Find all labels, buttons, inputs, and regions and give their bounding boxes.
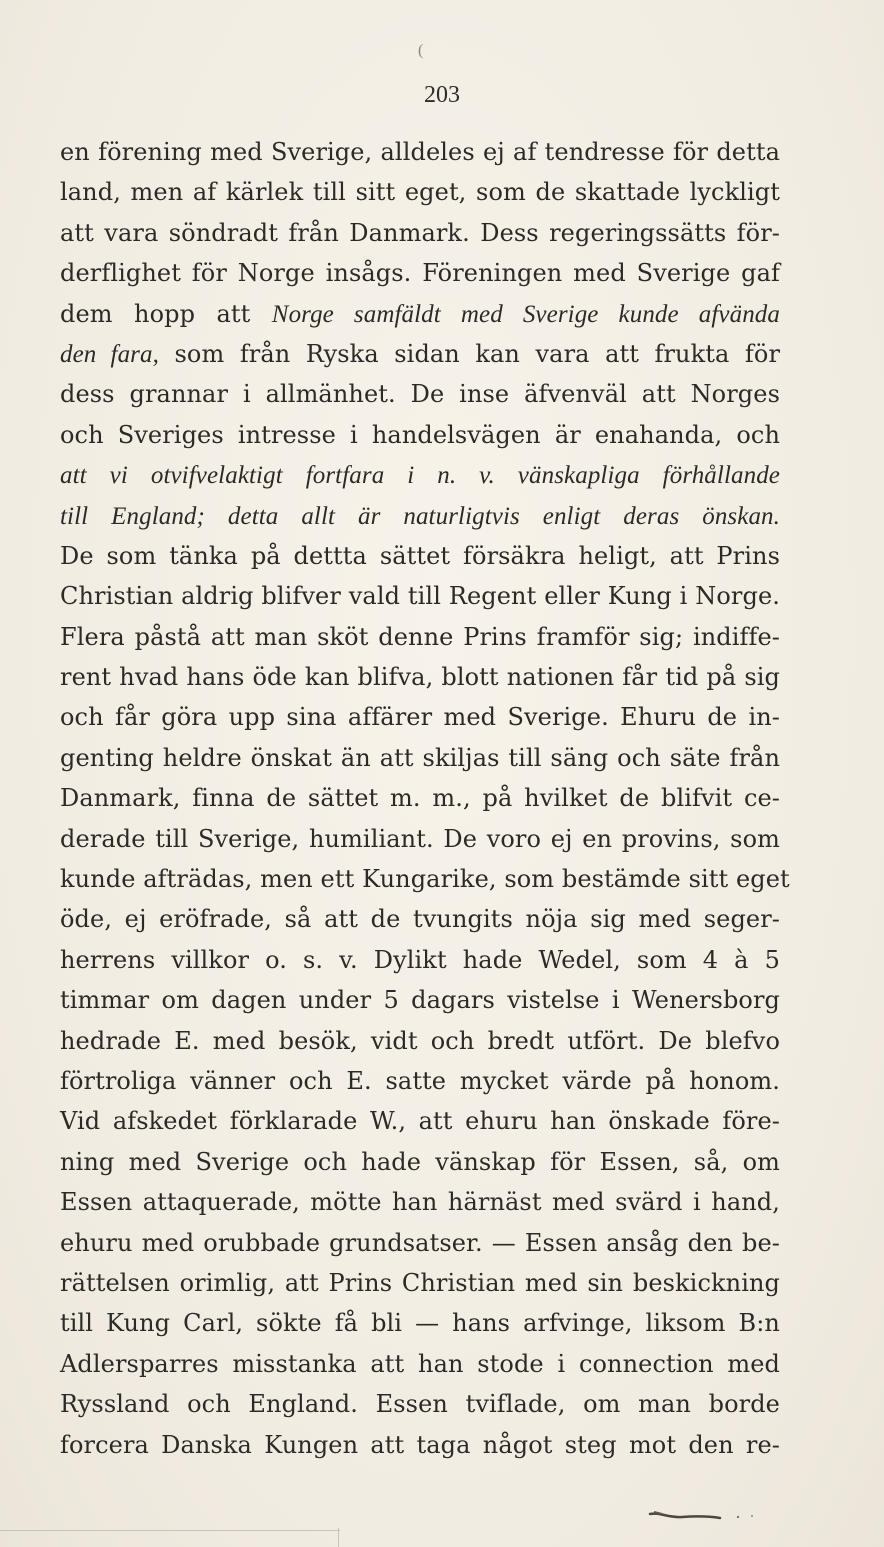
text-segment: Essen attaquerade, mötte han härnäst med svärd i hand, [60,1188,780,1217]
text-segment: hedrade E. med besök, vidt och bredt utfört. De blefvo [60,1026,780,1055]
text-line [60,1101,780,1141]
page-number: 203 [424,82,460,108]
text-segment: Flera påstå att man sköt denne Prins framför sig; indiffe- [60,622,780,651]
text-line [60,1425,780,1465]
text-line [60,980,780,1020]
text-line [60,213,780,253]
text-segment: Christian aldrig blifver vald till Regent eller Kung i Norge. [60,582,780,611]
text-line [60,415,780,455]
text-line [60,1384,780,1424]
text-line [60,536,780,576]
text-line [60,576,780,616]
text-line [60,374,780,414]
italic-text-segment: den fara, [60,340,159,368]
text-line [60,334,780,374]
text-segment: derflighet för Norge insågs. Föreningen med Sverige gaf [60,259,780,288]
text-segment: att vara söndradt från Danmark. Dess regeringssätts för- [60,218,780,247]
text-segment: förtroliga vänner och E. satte mycket värde på honom. [60,1066,780,1095]
text-segment: timmar om dagen under 5 dagars vistelse i Wenersborg [60,986,780,1015]
text-line [60,1344,780,1384]
text-line [60,132,780,172]
text-line [60,1223,780,1263]
text-line [60,172,780,212]
text-segment: dem hopp att [60,299,272,328]
text-segment: som från Ryska sidan kan vara att frukta för [158,339,781,368]
text-segment: derade till Sverige, humiliant. De voro ej en provins, som [60,824,780,853]
text-segment: till Kung Carl, sökte få bli — hans arfvinge, liksom B:n [60,1309,780,1338]
text-segment: rent hvad hans öde kan blifva, blott nationen får tid på sig [60,663,780,692]
text-line [60,899,780,939]
text-line [60,1142,780,1182]
text-line [60,1182,780,1222]
bottom-rule [0,1530,340,1531]
text-line [60,294,780,334]
bottom-tick [338,1528,339,1547]
text-segment: ning med Sverige och hade vänskap för Essen, så, om [60,1147,780,1176]
text-segment: land, men af kärlek till sitt eget, som de skattade lyckligt [60,178,780,207]
ink-smudge [648,1508,758,1522]
text-segment: Adlersparres misstanka att han stode i connection med [60,1349,780,1378]
text-segment: genting heldre önskat än att skiljas till säng och säte från [60,743,780,772]
text-line [60,496,780,536]
text-segment: rättelsen orimlig, att Prins Christian med sin beskickning [60,1268,780,1297]
italic-text-segment: att vi otvifvelaktigt fortfara i n. v. vänskapliga förhållande [60,462,780,490]
text-segment: herrens villkor o. s. v. Dylikt hade Wedel, som 4 à 5 [60,945,780,974]
text-line [60,738,780,778]
text-line [60,778,780,818]
text-line [60,1263,780,1303]
text-segment: Ryssland och England. Essen tviflade, om man borde [60,1390,780,1419]
text-line [60,1061,780,1101]
text-segment: De som tänka på dettta sättet försäkra heligt, att Prins [60,541,780,570]
text-segment: och Sveriges intresse i handelsvägen är enahanda, och [60,420,780,449]
text-line [60,1021,780,1061]
text-line [60,1303,780,1343]
text-segment: Danmark, finna de sättet m. m., på hvilket de blifvit ce- [60,784,780,813]
text-segment: kunde afträdas, men ett Kungarike, som bestämde sitt eget [60,865,790,894]
text-line [60,657,780,697]
italic-text-segment: Norge samfäldt med Sverige kunde afvända [271,300,780,328]
text-segment: en förening med Sverige, alldeles ej af tendresse för detta [60,138,780,166]
text-line [60,819,780,859]
text-line [60,617,780,657]
text-segment: och får göra upp sina affärer med Sverige. Ehuru de in- [60,703,780,732]
text-segment: dess grannar i allmänhet. De inse äfvenväl att Norges [60,380,780,409]
margin-mark: ( [418,42,424,59]
text-segment: ehuru med orubbade grundsatser. — Essen ansåg den be- [60,1228,780,1257]
text-segment: forcera Danska Kungen att taga något steg mot den re- [60,1430,780,1459]
text-segment: öde, ej eröfrade, så att de tvungits nöja sig med seger- [60,905,780,934]
text-line [60,697,780,737]
body-text [60,132,790,1465]
italic-text-segment: till England; detta allt är naturligtvis enligt deras önskan. [60,502,780,530]
text-line [60,455,780,495]
text-segment: Vid afskedet förklarade W., att ehuru han önskade före- [60,1107,780,1136]
text-line [60,859,790,899]
text-line [60,940,780,980]
text-line [60,253,780,293]
